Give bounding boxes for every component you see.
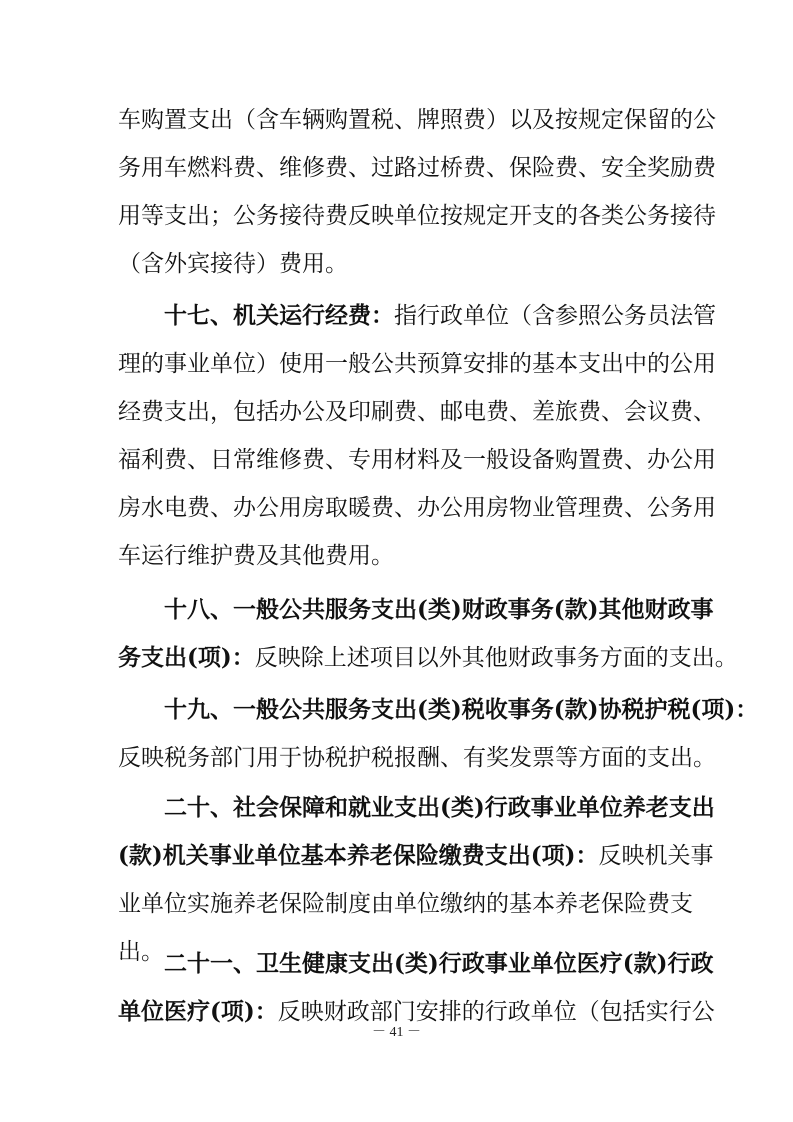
text-line: 福利费、日常维修费、专用材料及一般设备购置费、办公用 <box>118 447 716 473</box>
text-line <box>118 638 738 678</box>
text-line: 业单位实施养老保险制度由单位缴纳的基本养老保险费支 <box>118 891 693 917</box>
section-text: 反映除上述项目以外其他财政事务方面的支出。 <box>254 645 738 671</box>
section-heading: 十九、一般公共服务支出(类)税收事务(款)协税护税(项)： <box>164 696 759 723</box>
text-line: 车购置支出（含车辆购置税、牌照费）以及按规定保留的公 <box>118 107 716 133</box>
section-heading: 十七、机关运行经费： <box>164 302 394 329</box>
section-heading: 二十、社会保障和就业支出(类)行政事业单位养老支出 <box>164 794 715 821</box>
text-line: 理的事业单位）使用一般公共预算安排的基本支出中的公用 <box>118 351 716 377</box>
section-text: 反映财政部门安排的行政单位（包括实行公 <box>277 999 715 1025</box>
text-line <box>118 836 714 876</box>
text-line: 反映税务部门用于协税护税报酬、有奖发票等方面的支出。 <box>118 745 716 771</box>
section-heading: 二十一、卫生健康支出(类)行政事业单位医疗(款)行政 <box>164 950 714 977</box>
text-line: 经费支出，包括办公及印刷费、邮电费、差旅费、会议费、 <box>118 399 716 425</box>
text-line: 车运行维护费及其他费用。 <box>118 543 394 569</box>
section-heading: 务支出(项)： <box>118 644 255 671</box>
section-heading: 十八、一般公共服务支出(类)财政事务(款)其他财政事 <box>164 596 714 623</box>
text-line: 房水电费、办公用房取暖费、办公用房物业管理费、公务用 <box>118 495 716 521</box>
text-line: 务用车燃料费、维修费、过路过桥费、保险费、安全奖励费 <box>118 155 716 181</box>
page-number: － 41 － <box>372 1025 421 1040</box>
section-heading: (款)机关事业单位基本养老保险缴费支出(项)： <box>118 842 599 869</box>
section-text: 反映机关事 <box>598 843 714 869</box>
text-line: （含外宾接待）费用。 <box>118 251 348 277</box>
text-line: 出。 <box>118 939 164 965</box>
section-heading: 单位医疗(项)： <box>118 998 278 1025</box>
text-line <box>164 296 716 336</box>
section-text: 指行政单位（含参照公务员法管 <box>394 303 716 329</box>
text-line: 用等支出；公务接待费反映单位按规定开支的各类公务接待 <box>118 203 716 229</box>
